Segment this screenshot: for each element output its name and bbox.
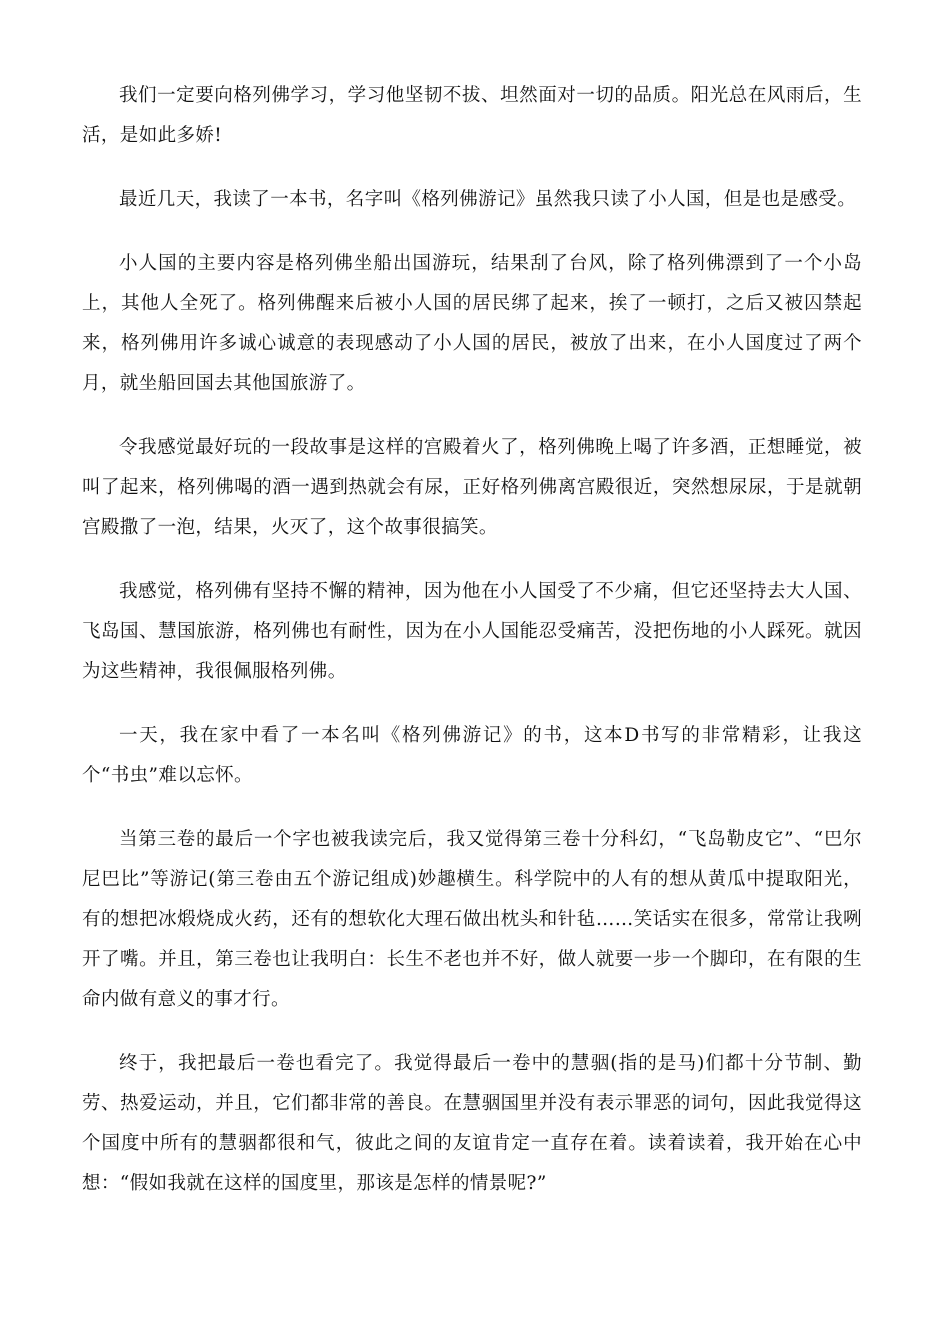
paragraph-8: 终于，我把最后一卷也看完了。我觉得最后一卷中的慧骃(指的是马)们都十分节制、勤劳、热爱运动，并且，它们都非常的善良。在慧骃国里并没有表示罪恶的词句，因此我觉得这个国度中所有的慧骃都很和气，彼此之间的友谊肯定一直存在着。读着读着，我开始在心中想：“假如我就在这样的国度里，那该是怎样的情景呢?” (82, 1053, 862, 1194)
paragraph-6: 一天，我在家中看了一本名叫《格列佛游记》的书，这本D书写的非常精彩，让我这个“书虫”难以忘怀。 (82, 725, 862, 786)
paragraph-3: 小人国的主要内容是格列佛坐船出国游玩，结果刮了台风，除了格列佛漂到了一个小岛上，其他人全死了。格列佛醒来后被小人国的居民绑了起来，挨了一顿打，之后又被囚禁起来，格列佛用许多诚心诚意的表现感动了小人国的居民，被放了出来，在小人国度过了两个月，就坐船回国去其他国旅游了。 (82, 253, 862, 394)
document-page (82, 76, 862, 1228)
paragraph-4: 令我感觉最好玩的一段故事是这样的宫殿着火了，格列佛晚上喝了许多酒，正想睡觉，被叫了起来，格列佛喝的酒一遇到热就会有尿，正好格列佛离宫殿很近，突然想尿尿，于是就朝宫殿撒了一泡，结果，火灭了，这个故事很搞笑。 (82, 437, 862, 538)
paragraph-2: 最近几天，我读了一本书，名字叫《格列佛游记》虽然我只读了小人国，但是也是感受。 (119, 189, 857, 210)
paragraph-1: 我们一定要向格列佛学习，学习他坚韧不拔、坦然面对一切的品质。阳光总在风雨后，生活，是如此多娇! (82, 85, 862, 146)
paragraph-7: 当第三卷的最后一个字也被我读完后，我又觉得第三卷十分科幻，“飞岛勒皮它”、“巴尔尼巴比”等游记(第三卷由五个游记组成)妙趣横生。科学院中的人有的想从黄瓜中提取阳光，有的想把冰煅烧成火药，还有的想软化大理石做出枕头和针毡……笑话实在很多，常常让我咧开了嘴。并且，第三卷也让我明白：长生不老也并不好，做人就要一步一个脚印，在有限的生命内做有意义的事才行。 (82, 829, 862, 1010)
paragraph-5: 我感觉，格列佛有坚持不懈的精神，因为他在小人国受了不少痛，但它还坚持去大人国、飞岛国、慧国旅游，格列佛也有耐性，因为在小人国能忍受痛苦，没把伤地的小人踩死。就因为这些精神，我很佩服格列佛。 (82, 581, 862, 682)
